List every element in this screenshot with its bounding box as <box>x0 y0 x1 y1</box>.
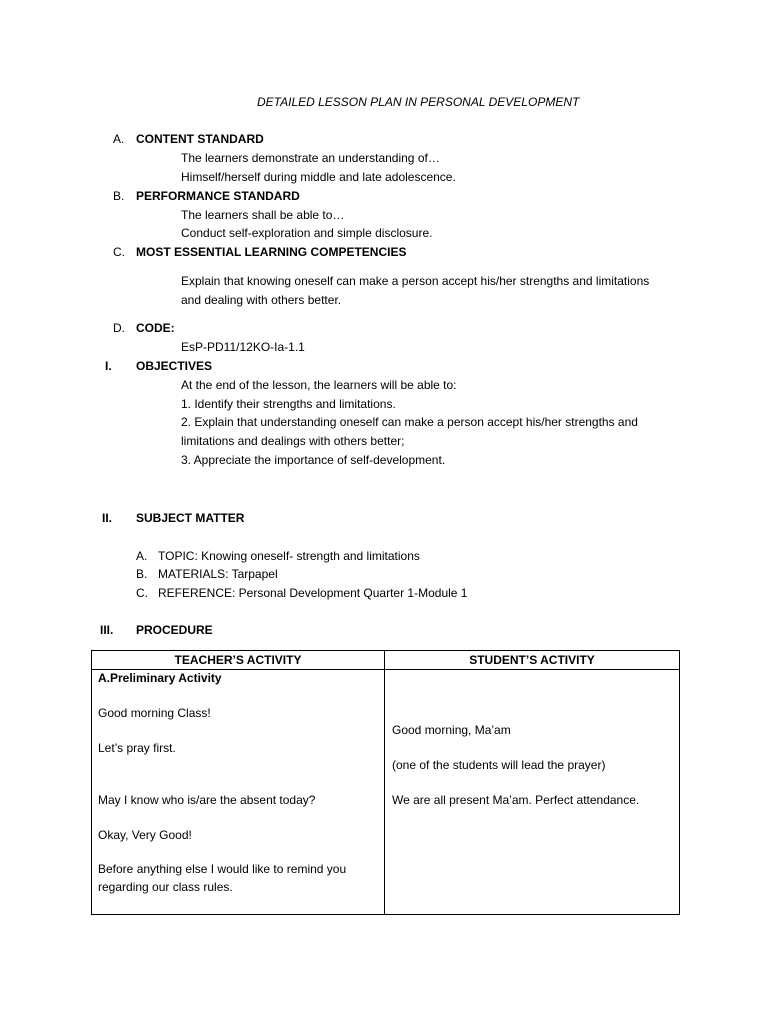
objectives-numeral: I. <box>105 359 112 373</box>
subject-item-materials: MATERIALS: Tarpapel <box>158 567 278 581</box>
student-activity-header: STUDENT’S ACTIVITY <box>385 651 680 670</box>
student-line: We are all present Ma’am. Perfect attendance. <box>392 793 640 807</box>
teacher-line: Good morning Class! <box>98 706 211 720</box>
section-a-line: The learners demonstrate an understanding of… <box>181 151 440 165</box>
section-d-letter: D. <box>113 321 125 335</box>
subject-item-topic: TOPIC: Knowing oneself- strength and limitations <box>158 549 420 563</box>
procedure-numeral: III. <box>100 623 114 637</box>
section-c-line: Explain that knowing oneself can make a person accept his/her strengths and limitations <box>181 274 650 288</box>
preliminary-activity-heading: A.Preliminary Activity <box>98 671 222 685</box>
student-line: Good morning, Ma’am <box>392 723 511 737</box>
section-b-line: The learners shall be able to… <box>181 208 345 222</box>
subject-matter-numeral: II. <box>102 511 113 525</box>
teacher-line: Okay, Very Good! <box>98 828 192 842</box>
section-b-heading: PERFORMANCE STANDARD <box>136 189 300 203</box>
objectives-line: At the end of the lesson, the learners will be able to: <box>181 378 457 392</box>
section-b-line: Conduct self-exploration and simple disclosure. <box>181 226 433 240</box>
section-a-line: Himself/herself during middle and late adolescence. <box>181 170 456 184</box>
objectives-line: 1. Identify their strengths and limitations. <box>181 397 396 411</box>
section-a-heading: CONTENT STANDARD <box>136 132 264 146</box>
subject-item-reference: REFERENCE: Personal Development Quarter 1-Module 1 <box>158 586 468 600</box>
section-d-heading: CODE: <box>136 321 175 335</box>
subject-item-letter: A. <box>136 549 148 563</box>
code-value: EsP-PD11/12KO-Ia-1.1 <box>181 340 305 354</box>
student-line: (one of the students will lead the prayer) <box>392 758 606 772</box>
objectives-line: 2. Explain that understanding oneself can make a person accept his/her strengths and <box>181 415 638 429</box>
teacher-line: May I know who is/are the absent today? <box>98 793 316 807</box>
subject-item-letter: C. <box>136 586 148 600</box>
teacher-line: regarding our class rules. <box>98 880 233 894</box>
document-title: DETAILED LESSON PLAN IN PERSONAL DEVELOPMENT <box>257 95 580 109</box>
subject-item-letter: B. <box>136 567 148 581</box>
section-c-line: and dealing with others better. <box>181 293 342 307</box>
section-c-letter: C. <box>113 245 125 259</box>
procedure-table <box>91 650 680 915</box>
teacher-line: Before anything else I would like to remind you <box>98 862 347 876</box>
section-c-heading: MOST ESSENTIAL LEARNING COMPETENCIES <box>136 245 407 259</box>
section-a-letter: A. <box>113 132 125 146</box>
teacher-line: Let’s pray first. <box>98 741 176 755</box>
procedure-heading: PROCEDURE <box>136 623 213 637</box>
section-b-letter: B. <box>113 189 125 203</box>
objectives-heading: OBJECTIVES <box>136 359 213 373</box>
student-activity-cell <box>385 670 680 915</box>
objectives-line: limitations and dealings with others better; <box>181 434 405 448</box>
teacher-activity-header: TEACHER’S ACTIVITY <box>92 651 385 670</box>
objectives-line: 3. Appreciate the importance of self-development. <box>181 453 446 467</box>
subject-matter-heading: SUBJECT MATTER <box>136 511 245 525</box>
teacher-activity-cell <box>92 670 385 915</box>
